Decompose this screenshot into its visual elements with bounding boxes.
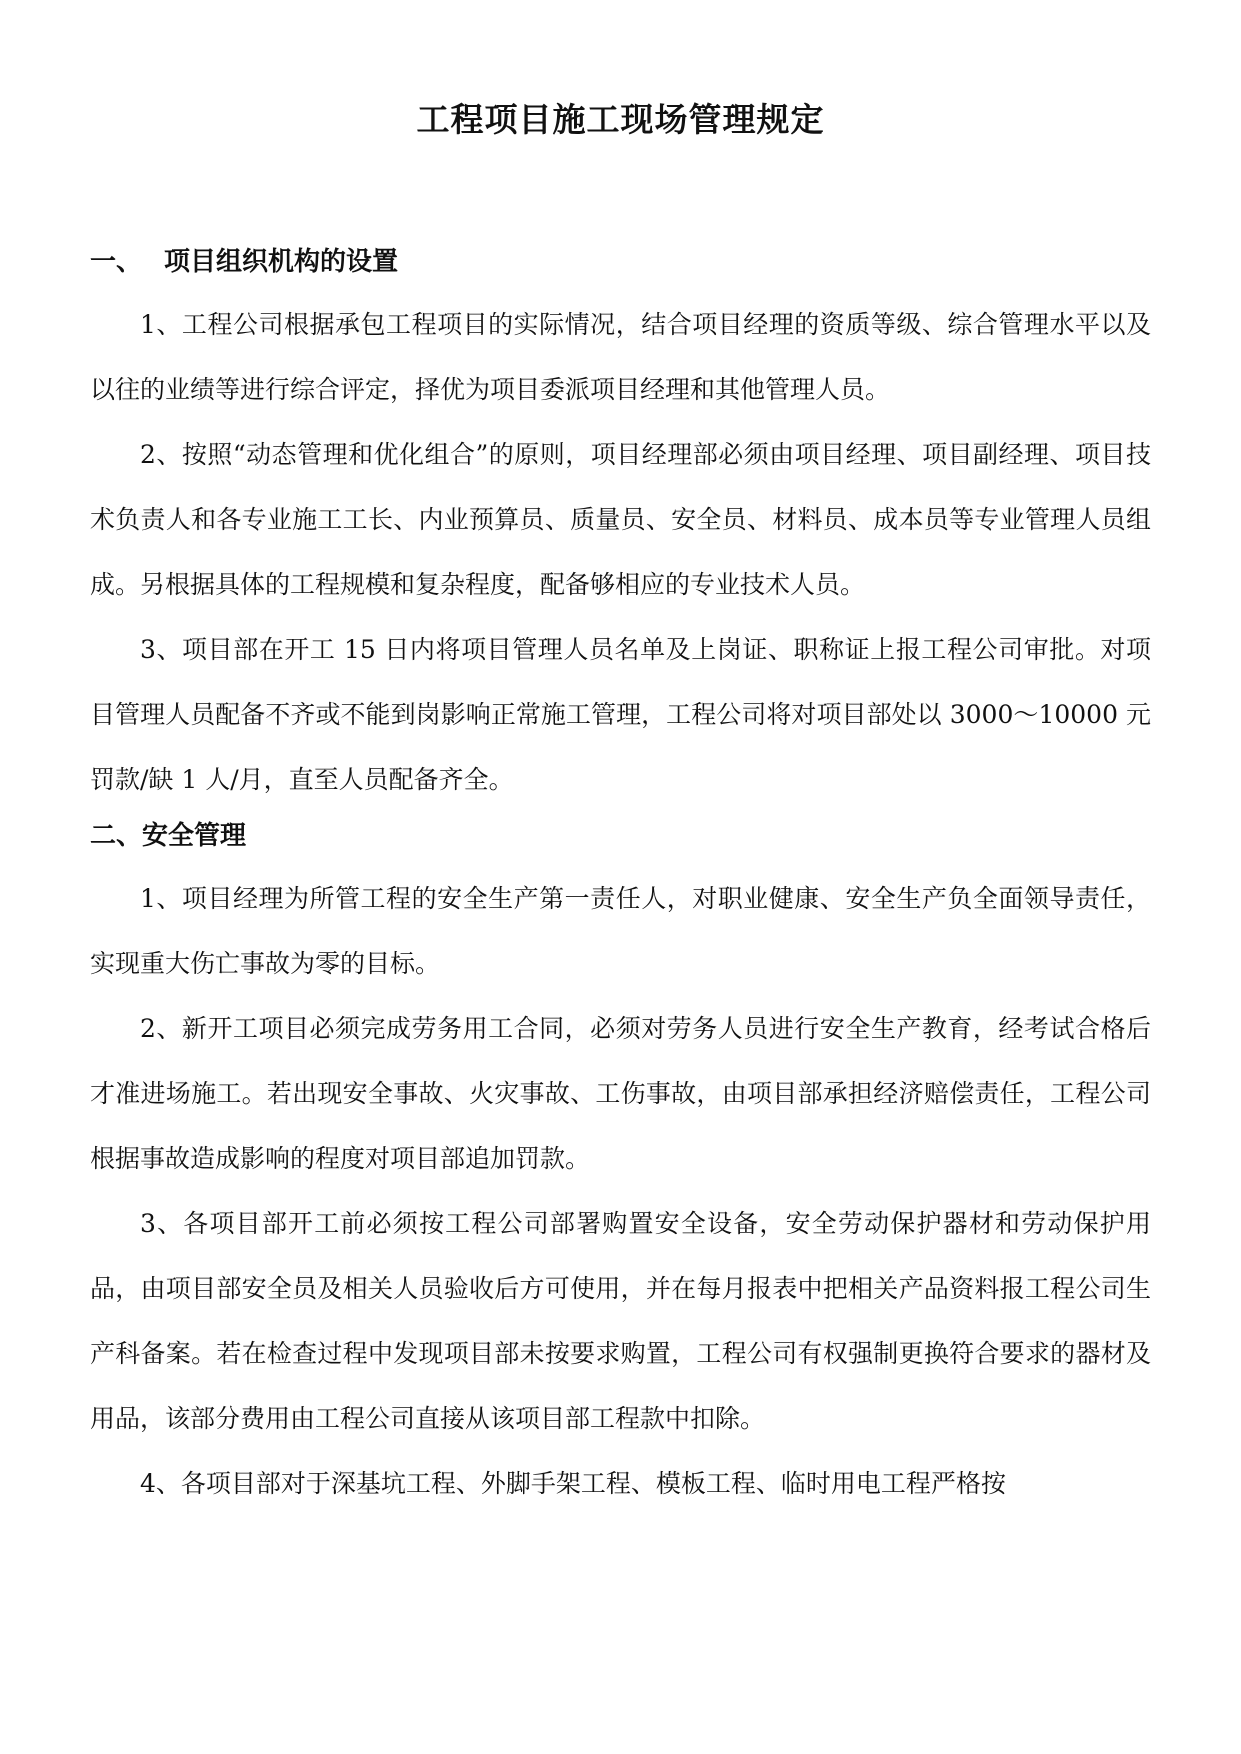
section-heading xyxy=(90,242,1151,282)
page-title: 工程项目施工现场管理规定 xyxy=(416,100,825,139)
section-number: 二、 xyxy=(90,821,143,851)
section-safety xyxy=(90,816,1151,1516)
paragraph: 4、各项目部对于深基坑工程、外脚手架工程、模板工程、临时用电工程严格按 xyxy=(140,1469,1006,1498)
paragraph: 3、项目部在开工 15 日内将项目管理人员名单及上岗证、职称证上报工程公司审批。对项目管理人员配备不齐或不能到岗影响正常施工管理，工程公司将对项目部处以 3000～10000 元罚款/缺 1 人/月，直至人员配备齐全。 xyxy=(90,635,1151,794)
section-heading xyxy=(90,816,1151,856)
paragraph: 1、项目经理为所管工程的安全生产第一责任人，对职业健康、安全生产负全面领导责任，实现重大伤亡事故为零的目标。 xyxy=(90,884,1151,978)
paragraph: 3、各项目部开工前必须按工程公司部署购置安全设备，安全劳动保护器材和劳动保护用品，由项目部安全员及相关人员验收后方可使用，并在每月报表中把相关产品资料报工程公司生产科备案。若在检查过程中发现项目部未按要求购置，工程公司有权强制更换符合要求的器材及用品，该部分费用由工程公司直接从该项目部工程款中扣除。 xyxy=(90,1209,1151,1433)
paragraph: 2、按照“动态管理和优化组合”的原则，项目经理部必须由项目经理、项目副经理、项目技术负责人和各专业施工工长、内业预算员、质量员、安全员、材料员、成本员等专业管理人员组成。另根据具体的工程规模和复杂程度，配备够相应的专业技术人员。 xyxy=(90,440,1151,599)
section-number: 一、 xyxy=(90,247,143,277)
section-title: 安全管理 xyxy=(142,821,247,851)
paragraph: 2、新开工项目必须完成劳务用工合同，必须对劳务人员进行安全生产教育，经考试合格后才准进场施工。若出现安全事故、火灾事故、工伤事故，由项目部承担经济赔偿责任，工程公司根据事故造成影响的程度对项目部追加罚款。 xyxy=(90,1014,1151,1173)
section-title: 项目组织机构的设置 xyxy=(164,247,399,277)
section-organization xyxy=(90,242,1151,812)
paragraph: 1、工程公司根据承包工程项目的实际情况，结合项目经理的资质等级、综合管理水平以及以往的业绩等进行综合评定，择优为项目委派项目经理和其他管理人员。 xyxy=(90,310,1151,404)
